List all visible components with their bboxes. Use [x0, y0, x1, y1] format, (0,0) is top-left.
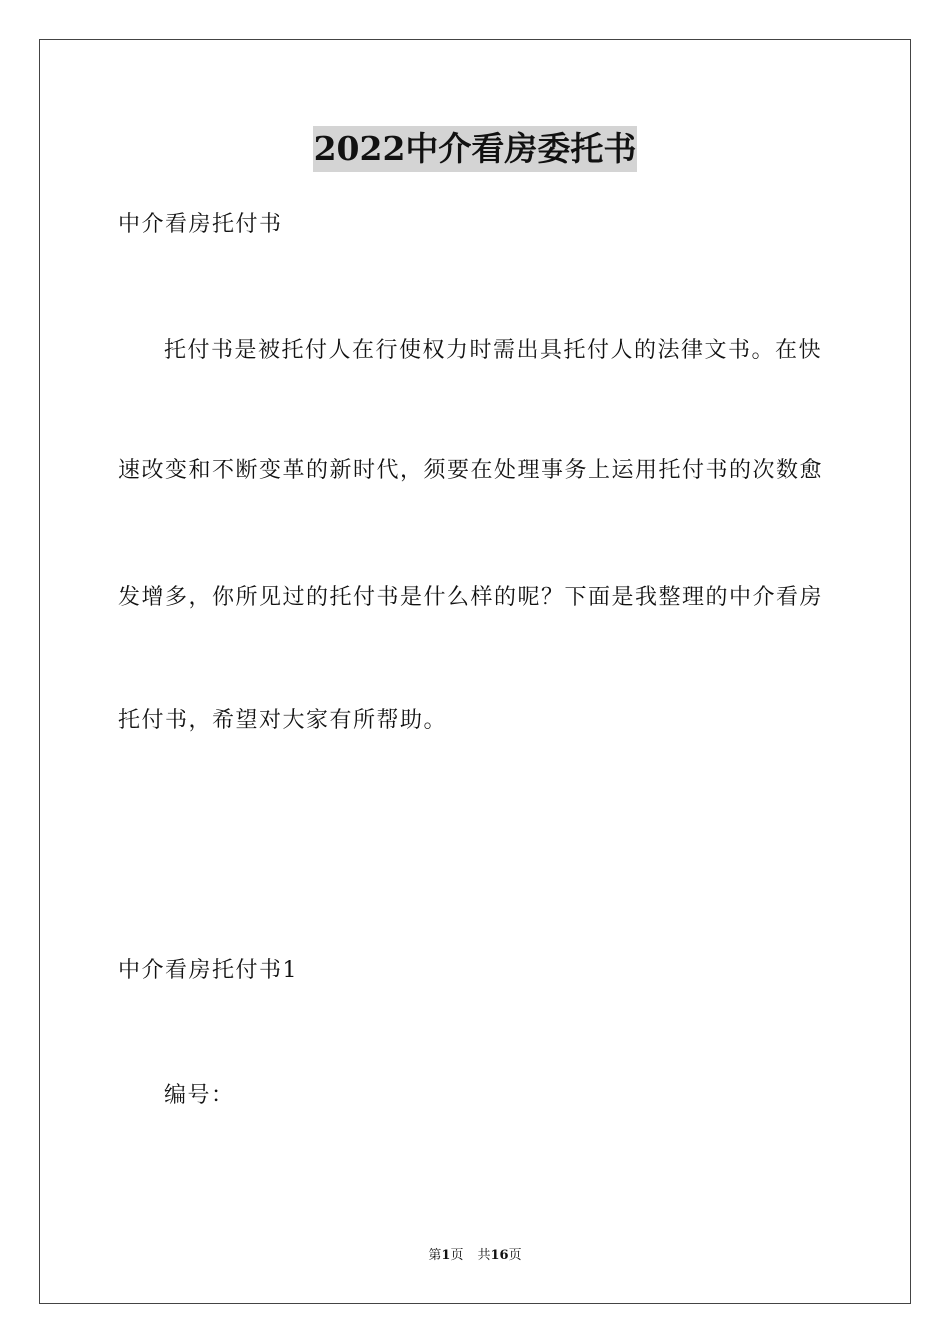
- intro-line-2: 速改变和不断变革的新时代，须要在处理事务上运用托付书的次数愈: [118, 458, 824, 483]
- page-footer: [0, 1247, 950, 1265]
- field-label-number: 编号：: [164, 1083, 235, 1108]
- section-heading: 中介看房托付书1: [118, 958, 298, 983]
- intro-line-3: 发增多，你所见过的托付书是什么样的呢？下面是我整理的中介看房: [118, 585, 824, 610]
- footer-page-number: 1: [441, 1248, 451, 1263]
- footer-total-prefix: 共: [477, 1248, 491, 1263]
- footer-total-suffix: 页: [508, 1248, 522, 1263]
- intro-line-1: 托付书是被托付人在行使权力时需出具托付人的法律文书。在快: [164, 338, 823, 363]
- footer-page-prefix: 第: [428, 1248, 442, 1263]
- document-subtitle: 中介看房托付书: [118, 212, 283, 237]
- document-title: 2022中介看房委托书: [313, 126, 638, 172]
- footer-page-suffix: 页: [450, 1248, 464, 1263]
- intro-line-4: 托付书，希望对大家有所帮助。: [118, 708, 448, 733]
- footer-total-pages: 16: [490, 1248, 509, 1263]
- title-container: [0, 126, 950, 172]
